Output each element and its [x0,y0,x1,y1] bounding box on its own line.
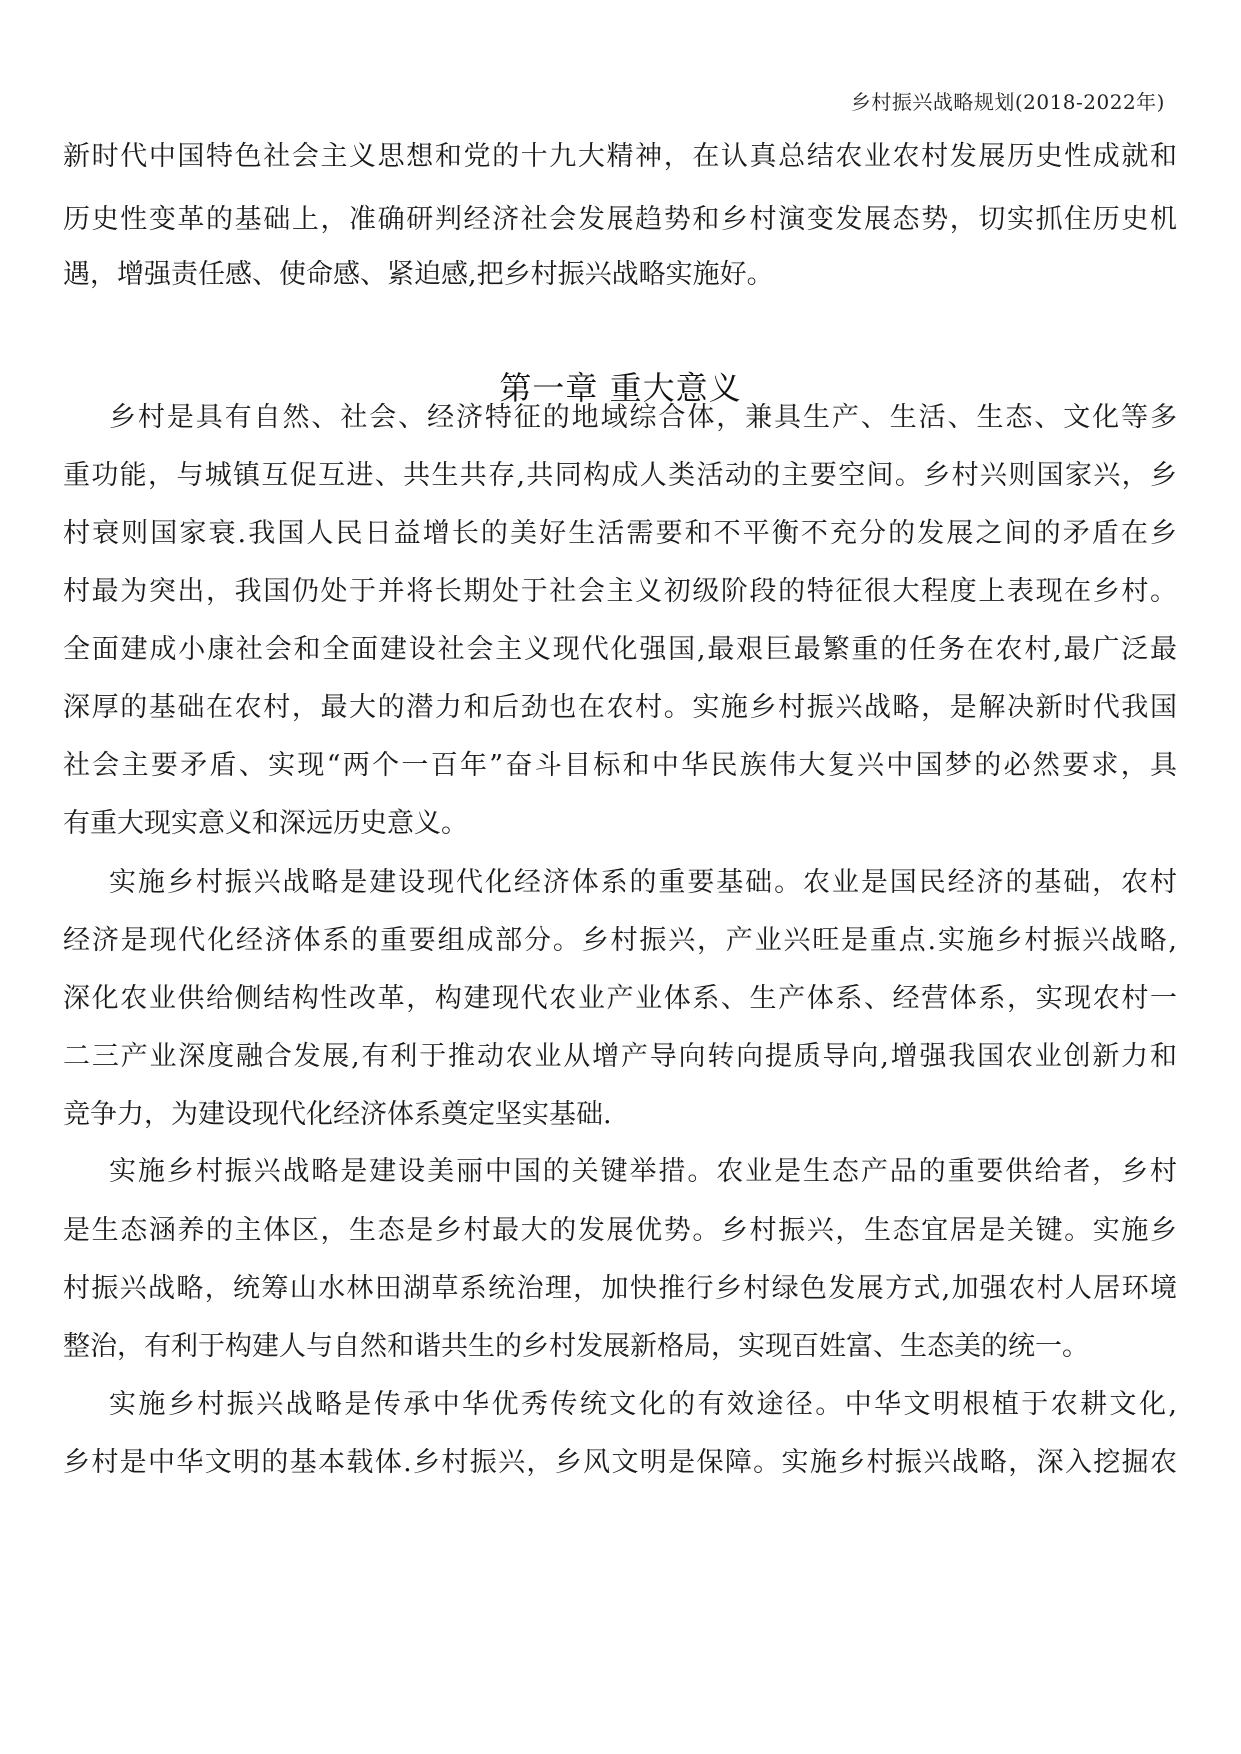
text-line: 经济是现代化经济体系的重要组成部分。乡村振兴，产业兴旺是重点.实施乡村振兴战略, [63,925,1177,956]
text-line: 深厚的基础在农村，最大的潜力和后劲也在农村。实施乡村振兴战略，是解决新时代我国 [63,692,1177,723]
text-line: 乡村是中华文明的基本载体.乡村振兴，乡风文明是保障。实施乡村振兴战略，深入挖掘农 [63,1447,1177,1478]
text-line: 遇，增强责任感、使命感、紧迫感,把乡村振兴战略实施好。 [63,259,774,290]
running-header: 乡村振兴战略规划(2018-2022年) [850,90,1165,114]
text-line: 有重大现实意义和深远历史意义。 [63,808,468,839]
text-line: 村衰则国家衰.我国人民日益增长的美好生活需要和不平衡不充分的发展之间的矛盾在乡 [63,518,1177,549]
text-line: 实施乡村振兴战略是建设现代化经济体系的重要基础。农业是国民经济的基础，农村 [109,867,1177,898]
text-line: 新时代中国特色社会主义思想和党的十九大精神，在认真总结农业农村发展历史性成就和 [63,141,1177,172]
text-line: 实施乡村振兴战略是传承中华优秀传统文化的有效途径。中华文明根植于农耕文化, [109,1389,1177,1420]
text-line: 村最为突出，我国仍处于并将长期处于社会主义初级阶段的特征很大程度上表现在乡村。 [63,576,1177,607]
text-line: 社会主要矛盾、实现“两个一百年”奋斗目标和中华民族伟大复兴中国梦的必然要求，具 [63,750,1177,781]
text-line: 深化农业供给侧结构性改革，构建现代农业产业体系、生产体系、经营体系，实现农村一 [63,983,1177,1014]
text-line: 二三产业深度融合发展,有利于推动农业从增产导向转向提质导向,增强我国农业创新力和 [63,1041,1177,1072]
text-line: 整治，有利于构建人与自然和谐共生的乡村发展新格局，实现百姓富、生态美的统一。 [63,1331,1089,1362]
text-line: 全面建成小康社会和全面建设社会主义现代化强国,最艰巨最繁重的任务在农村,最广泛最 [63,634,1177,665]
text-line: 是生态涵养的主体区，生态是乡村最大的发展优势。乡村振兴，生态宜居是关键。实施乡 [63,1215,1177,1246]
chapter-title: 第一章 重大意义 [499,369,742,407]
text-line: 历史性变革的基础上，准确研判经济社会发展趋势和乡村演变发展态势，切实抓住历史机 [63,204,1177,235]
text-line: 村振兴战略，统筹山水林田湖草系统治理，加快推行乡村绿色发展方式,加强农村人居环境 [63,1273,1177,1304]
text-line: 重功能，与城镇互促互进、共生共存,共同构成人类活动的主要空间。乡村兴则国家兴，乡 [63,460,1177,491]
text-line: 竞争力，为建设现代化经济体系奠定坚实基础. [63,1099,612,1130]
text-line: 乡村是具有自然、社会、经济特征的地域综合体，兼具生产、生活、生态、文化等多 [109,402,1177,433]
text-line: 实施乡村振兴战略是建设美丽中国的关键举措。农业是生态产品的重要供给者，乡村 [109,1156,1177,1187]
